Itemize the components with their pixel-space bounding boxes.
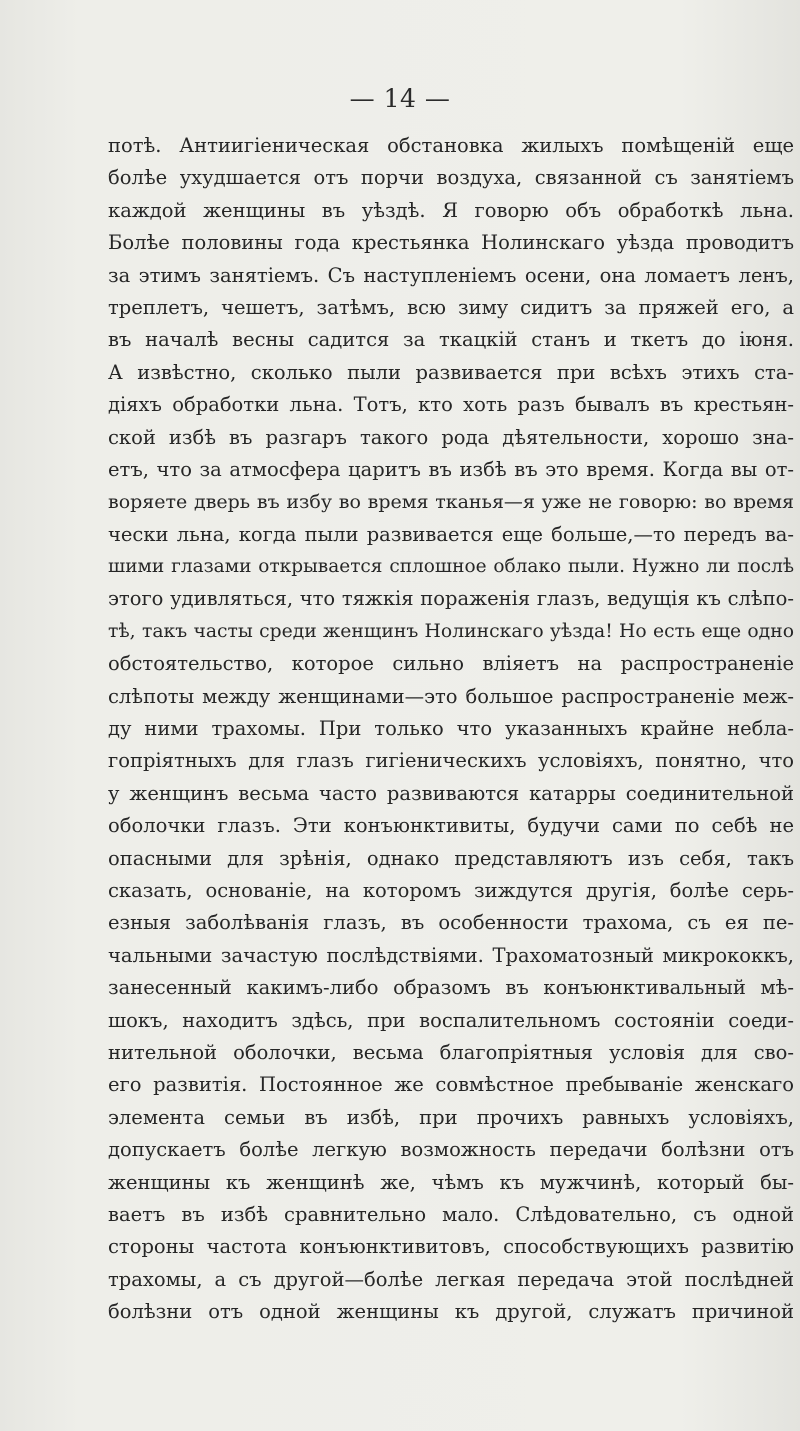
text-line: болѣзни отъ одной женщины къ другой, служатъ причиной <box>108 1300 794 1324</box>
text-line: за этимъ занятіемъ. Съ наступленіемъ осени, она ломаетъ ленъ, <box>108 263 794 287</box>
body-text <box>108 130 794 1328</box>
text-line: ской избѣ въ разгаръ такого рода дѣятельности, хорошо зна- <box>108 425 794 449</box>
text-line: опасными для зрѣнія, однако представляютъ изъ себя, такъ <box>108 846 794 870</box>
text-line: сказать, основаніе, на которомъ зиждутся другія, болѣе серь- <box>108 878 794 902</box>
text-line: каждой женщины въ уѣздѣ. Я говорю объ обработкѣ льна. <box>108 198 794 222</box>
page-number: — 14 — <box>349 84 451 113</box>
text-line: элемента семьи въ избѣ, при прочихъ равныхъ условіяхъ, <box>108 1105 794 1129</box>
text-line: женщины къ женщинѣ же, чѣмъ къ мужчинѣ, который бы- <box>108 1170 794 1194</box>
text-line: допускаетъ болѣе легкую возможность передачи болѣзни отъ <box>108 1138 794 1162</box>
text-line: занесенный какимъ-либо образомъ въ конъюнктивальный мѣ- <box>108 976 794 1000</box>
text-line: гопріятныхъ для глазъ гигіеническихъ условіяхъ, понятно, что <box>108 749 794 773</box>
text-line: А извѣстно, сколько пыли развивается при всѣхъ этихъ ста- <box>108 360 794 384</box>
text-line: шокъ, находитъ здѣсь, при воспалительномъ состояніи соеди- <box>108 1008 794 1032</box>
text-line: діяхъ обработки льна. Тотъ, кто хоть разъ бывалъ въ крестьян- <box>108 393 794 417</box>
text-line: этого удивляться, что тяжкія пораженія глазъ, ведущія къ слѣпо- <box>108 587 794 611</box>
text-line: потѣ. Антиигіеническая обстановка жилыхъ помѣщеній еще <box>108 134 794 157</box>
text-line: болѣе ухудшается отъ порчи воздуха, связанной съ занятіемъ <box>108 166 794 190</box>
text-line: трахомы, а съ другой—болѣе легкая передача этой послѣдней <box>108 1267 794 1291</box>
text-line: слѣпоты между женщинами—это большое распространеніе меж- <box>108 684 794 708</box>
text-line: нительной оболочки, весьма благопріятныя условія для сво- <box>108 1040 794 1064</box>
text-line: его развитія. Постоянное же совмѣстное пребываніе женскаго <box>108 1073 794 1097</box>
text-line: стороны частота конъюнктивитовъ, способствующихъ развитію <box>108 1235 794 1259</box>
text-line: воряете дверь въ избу во время тканья—я уже не говорю: во время <box>108 491 794 514</box>
text-line: езныя заболѣванія глазъ, въ особенности трахома, съ ея пе- <box>108 911 794 935</box>
text-line: шими глазами открывается сплошное облако пыли. Нужно ли послѣ <box>108 556 794 578</box>
text-line: треплетъ, чешетъ, затѣмъ, всю зиму сидитъ за пряжей его, а <box>108 295 794 319</box>
text-line: етъ, что за атмосфера царитъ въ избѣ въ это время. Когда вы от- <box>108 457 794 481</box>
text-line: чески льна, когда пыли развивается еще больше,—то передъ ва- <box>108 522 794 546</box>
text-line: тѣ, такъ часты среди женщинъ Нолинскаго уѣзда! Но есть еще одно <box>108 620 794 642</box>
text-line: въ началѣ весны садится за ткацкій станъ и ткетъ до іюня. <box>108 328 794 352</box>
text-line: Болѣе половины года крестьянка Нолинскаго уѣзда проводитъ <box>108 231 794 255</box>
text-line: чальными зачастую послѣдствіями. Трахоматозный микрококкъ, <box>108 943 794 967</box>
text-line: обстоятельство, которое сильно вліяетъ на распространеніе <box>108 652 794 676</box>
text-line: ваетъ въ избѣ сравнительно мало. Слѣдовательно, съ одной <box>108 1202 794 1226</box>
text-line: оболочки глазъ. Эти конъюнктивиты, будучи сами по себѣ не <box>108 814 794 838</box>
text-line: у женщинъ весьма часто развиваются катарры соединительной <box>108 781 794 805</box>
text-line: ду ними трахомы. При только что указанныхъ крайне небла- <box>108 717 794 741</box>
